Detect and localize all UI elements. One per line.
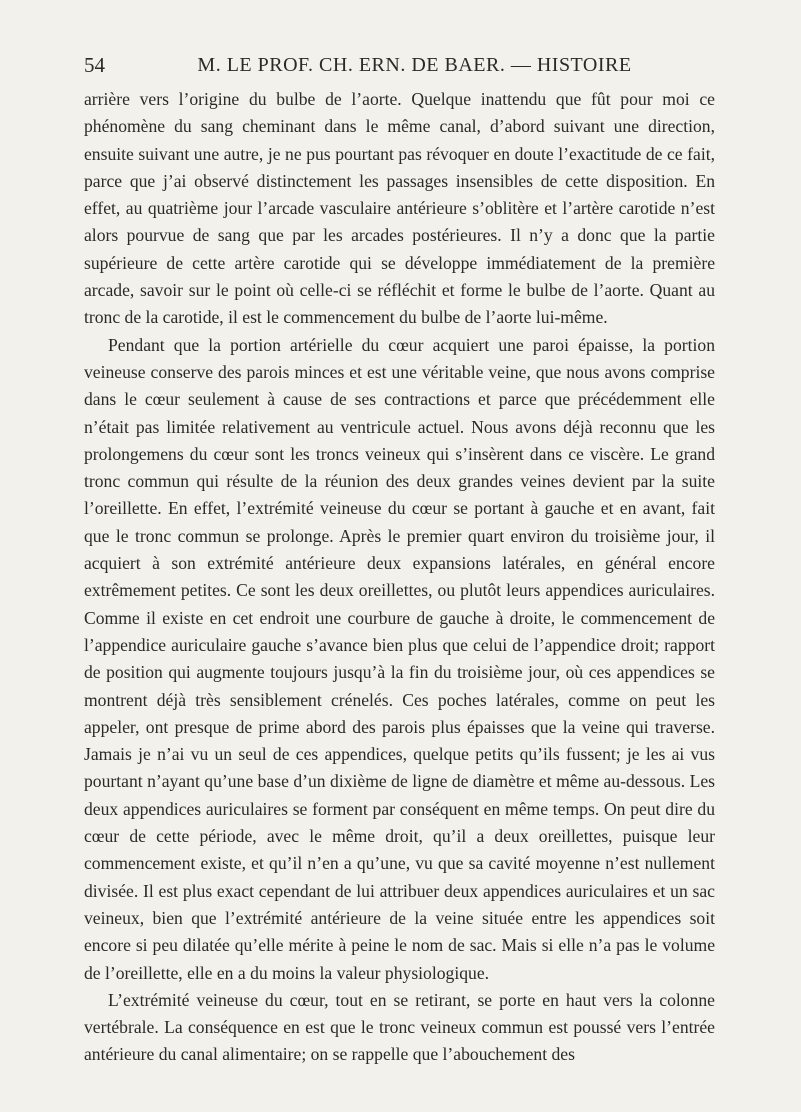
- paragraph-1: arrière vers l’origine du bulbe de l’aorte. Quelque inattendu que fût pour moi ce phénomène du sang cheminant dans le même canal, d’abord suivant une direction, ensuite suivant une autre, je ne pus pourtant pas révoquer en doute l’exactitude de ce fait, parce que j’ai observé distinctement les passages insensibles de cette disposition. En effet, au quatrième jour l’arcade vasculaire antérieure s’oblitère et l’artère carotide n’est alors pourvue de sang que par les arcades postérieures. Il n’y a donc que la partie supérieure de cette artère carotide qui se développe immédiatement de la première arcade, savoir sur le point où celle-ci se réfléchit et forme le bulbe de l’aorte. Quant au tronc de la carotide, il est le commencement du bulbe de l’aorte lui-même.: [84, 89, 715, 328]
- paragraph-2: Pendant que la portion artérielle du cœur acquiert une paroi épaisse, la portion veineuse conserve des parois minces et est une véritable veine, que nous avons comprise dans le cœur seulement à cause de ses contractions et parce que précédemment elle n’était pas limitée relativement au ventricule actuel. Nous avons déjà reconnu que les prolongemens du cœur sont les troncs veineux qui s’insèrent dans ce viscère. Le grand tronc commun qui résulte de la réunion des deux grandes veines devient par la suite l’oreillette. En effet, l’extrémité veineuse du cœur se portant à gauche et en avant, fait que le tronc commun se prolonge. Après le premier quart environ du troisième jour, il acquiert à son extrémité antérieure deux expansions latérales, en général encore extrêmement petites. Ce sont les deux oreillettes, ou plutôt leurs appendices auriculaires. Comme il existe en cet endroit une courbure de gauche à droite, le commencement de l’appendice auriculaire gauche s’avance bien plus que celui de l’appendice droit; rapport de position qui augmente toujours jusqu’à la fin du troisième jour, où ces appendices se montrent déjà très sensiblement crénelés. Ces poches latérales, comme on peut les appeler, ont presque de prime abord des parois plus épaisses que la veine qui traverse. Jamais je n’ai vu un seul de ces appendices, quelque petits qu’ils fussent; je les ai vus pourtant n’ayant qu’une base d’un dixième de ligne de diamètre et même au-dessous. Les deux appendices auriculaires se forment par conséquent en même temps. On peut dire du cœur de cette période, avec le même droit, qu’il a deux oreillettes, puisque leur commencement existe, et qu’il n’en a qu’une, vu que sa cavité moyenne n’est nullement divisée. Il est plus exact cependant de lui attribuer deux appendices auriculaires et un sac veineux, bien que l’extrémité antérieure de la veine située entre les appendices soit encore si peu dilatée qu’elle mérite à peine le nom de sac. Mais si elle n’a pas le volume de l’oreillette, elle en a du moins la valeur physiologique.: [84, 334, 715, 983]
- running-title: M. LE PROF. CH. ERN. DE BAER. — HISTOIRE: [197, 54, 632, 76]
- paragraph-3: L’extrémité veineuse du cœur, tout en se retirant, se porte en haut vers la colonne vertébrale. La conséquence en est que le tronc veineux commun est poussé vers l’entrée antérieure du canal alimentaire; on se rappelle que l’abouchement des: [84, 989, 715, 1065]
- page-header: [84, 50, 715, 80]
- body-text: [84, 86, 715, 1069]
- page-number: 54: [84, 53, 105, 77]
